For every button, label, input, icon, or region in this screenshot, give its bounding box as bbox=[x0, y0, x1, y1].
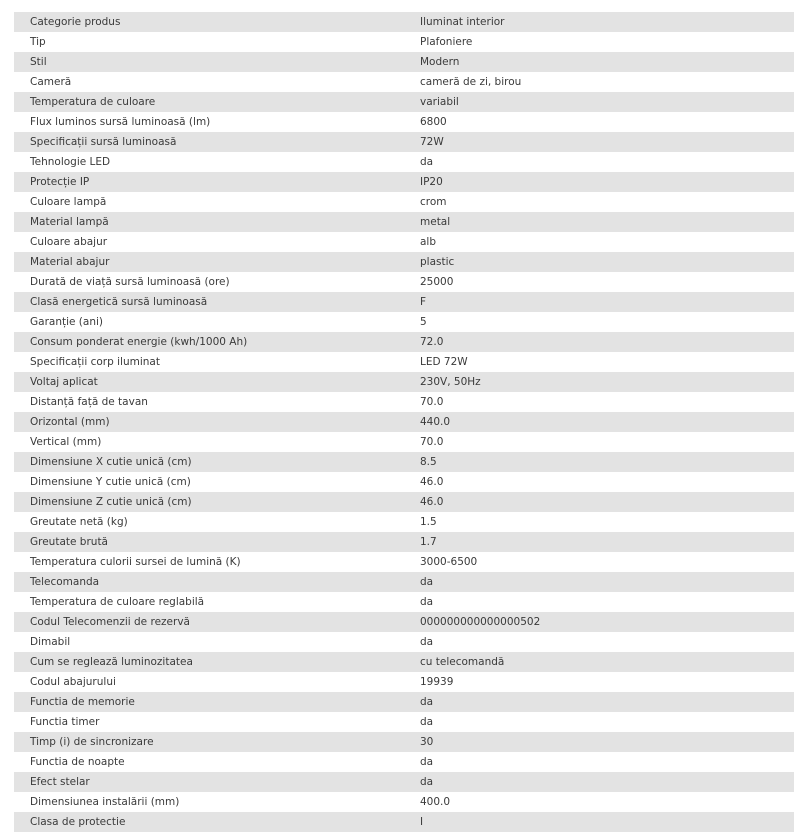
spec-row bbox=[14, 672, 794, 692]
spec-label: Dimensiune X cutie unică (cm) bbox=[14, 452, 404, 472]
spec-label: Vertical (mm) bbox=[14, 432, 404, 452]
spec-value: 000000000000000502 bbox=[404, 612, 794, 632]
spec-value: da bbox=[404, 712, 794, 732]
spec-row bbox=[14, 752, 794, 772]
spec-row bbox=[14, 32, 794, 52]
spec-row bbox=[14, 372, 794, 392]
spec-value: plastic bbox=[404, 252, 794, 272]
spec-value: da bbox=[404, 572, 794, 592]
spec-value: 70.0 bbox=[404, 432, 794, 452]
spec-label: Functia de memorie bbox=[14, 692, 404, 712]
spec-row bbox=[14, 312, 794, 332]
spec-label: Clasa de protectie bbox=[14, 812, 404, 832]
spec-row bbox=[14, 392, 794, 412]
spec-value: 72.0 bbox=[404, 332, 794, 352]
spec-value: I bbox=[404, 812, 794, 832]
spec-value: 72W bbox=[404, 132, 794, 152]
spec-row bbox=[14, 352, 794, 372]
spec-value: 46.0 bbox=[404, 472, 794, 492]
spec-label: Telecomanda bbox=[14, 572, 404, 592]
spec-value: da bbox=[404, 752, 794, 772]
spec-value: cameră de zi, birou bbox=[404, 72, 794, 92]
spec-label: Temperatura de culoare bbox=[14, 92, 404, 112]
spec-row bbox=[14, 232, 794, 252]
spec-row bbox=[14, 572, 794, 592]
spec-label: Efect stelar bbox=[14, 772, 404, 792]
spec-label: Greutate brută bbox=[14, 532, 404, 552]
spec-row bbox=[14, 632, 794, 652]
spec-value: alb bbox=[404, 232, 794, 252]
spec-row bbox=[14, 612, 794, 632]
spec-row bbox=[14, 192, 794, 212]
spec-row bbox=[14, 272, 794, 292]
spec-label: Distanță față de tavan bbox=[14, 392, 404, 412]
spec-row bbox=[14, 492, 794, 512]
spec-row bbox=[14, 432, 794, 452]
spec-value: 19939 bbox=[404, 672, 794, 692]
spec-label: Garanție (ani) bbox=[14, 312, 404, 332]
spec-value: cu telecomandă bbox=[404, 652, 794, 672]
spec-row bbox=[14, 112, 794, 132]
spec-value: da bbox=[404, 772, 794, 792]
spec-value: 8.5 bbox=[404, 452, 794, 472]
spec-value: crom bbox=[404, 192, 794, 212]
spec-value: 1.7 bbox=[404, 532, 794, 552]
spec-value: 25000 bbox=[404, 272, 794, 292]
spec-label: Dimensiune Z cutie unică (cm) bbox=[14, 492, 404, 512]
spec-row bbox=[14, 792, 794, 812]
spec-label: Cum se reglează luminozitatea bbox=[14, 652, 404, 672]
spec-label: Culoare lampă bbox=[14, 192, 404, 212]
spec-value: 1.5 bbox=[404, 512, 794, 532]
spec-label: Temperatura culorii sursei de lumină (K) bbox=[14, 552, 404, 572]
spec-label: Orizontal (mm) bbox=[14, 412, 404, 432]
spec-row bbox=[14, 652, 794, 672]
spec-value: da bbox=[404, 692, 794, 712]
spec-label: Voltaj aplicat bbox=[14, 372, 404, 392]
spec-label: Dimensiunea instalării (mm) bbox=[14, 792, 404, 812]
spec-value: 70.0 bbox=[404, 392, 794, 412]
spec-value: da bbox=[404, 632, 794, 652]
spec-row bbox=[14, 72, 794, 92]
spec-row bbox=[14, 772, 794, 792]
spec-value: metal bbox=[404, 212, 794, 232]
spec-row bbox=[14, 812, 794, 832]
spec-value: Modern bbox=[404, 52, 794, 72]
spec-value: 30 bbox=[404, 732, 794, 752]
spec-label: Culoare abajur bbox=[14, 232, 404, 252]
spec-label: Tehnologie LED bbox=[14, 152, 404, 172]
spec-value: 6800 bbox=[404, 112, 794, 132]
spec-table-body bbox=[14, 12, 794, 832]
spec-row bbox=[14, 52, 794, 72]
spec-value: LED 72W bbox=[404, 352, 794, 372]
spec-value: 440.0 bbox=[404, 412, 794, 432]
spec-row bbox=[14, 12, 794, 32]
spec-value: 5 bbox=[404, 312, 794, 332]
spec-label: Protecție IP bbox=[14, 172, 404, 192]
spec-row bbox=[14, 472, 794, 492]
spec-value: IP20 bbox=[404, 172, 794, 192]
spec-row bbox=[14, 512, 794, 532]
spec-row bbox=[14, 252, 794, 272]
spec-row bbox=[14, 292, 794, 312]
spec-label: Dimabil bbox=[14, 632, 404, 652]
spec-label: Dimensiune Y cutie unică (cm) bbox=[14, 472, 404, 492]
spec-value: Iluminat interior bbox=[404, 12, 794, 32]
spec-row bbox=[14, 552, 794, 572]
spec-value: F bbox=[404, 292, 794, 312]
spec-label: Temperatura de culoare reglabilă bbox=[14, 592, 404, 612]
spec-row bbox=[14, 152, 794, 172]
spec-label: Material lampă bbox=[14, 212, 404, 232]
spec-label: Timp (i) de sincronizare bbox=[14, 732, 404, 752]
spec-value: 230V, 50Hz bbox=[404, 372, 794, 392]
product-specs-table bbox=[14, 12, 794, 832]
spec-row bbox=[14, 332, 794, 352]
spec-row bbox=[14, 692, 794, 712]
spec-label: Flux luminos sursă luminoasă (lm) bbox=[14, 112, 404, 132]
spec-label: Functia de noapte bbox=[14, 752, 404, 772]
spec-label: Functia timer bbox=[14, 712, 404, 732]
spec-label: Codul Telecomenzii de rezervă bbox=[14, 612, 404, 632]
spec-label: Greutate netă (kg) bbox=[14, 512, 404, 532]
spec-value: 400.0 bbox=[404, 792, 794, 812]
spec-row bbox=[14, 732, 794, 752]
spec-label: Material abajur bbox=[14, 252, 404, 272]
spec-label: Tip bbox=[14, 32, 404, 52]
spec-label: Specificații sursă luminoasă bbox=[14, 132, 404, 152]
spec-value: da bbox=[404, 152, 794, 172]
spec-row bbox=[14, 592, 794, 612]
spec-label: Durată de viață sursă luminoasă (ore) bbox=[14, 272, 404, 292]
spec-label: Clasă energetică sursă luminoasă bbox=[14, 292, 404, 312]
spec-value: 46.0 bbox=[404, 492, 794, 512]
spec-value: variabil bbox=[404, 92, 794, 112]
spec-row bbox=[14, 172, 794, 192]
spec-row bbox=[14, 132, 794, 152]
spec-label: Stil bbox=[14, 52, 404, 72]
spec-row bbox=[14, 212, 794, 232]
spec-row bbox=[14, 92, 794, 112]
spec-row bbox=[14, 452, 794, 472]
spec-value: da bbox=[404, 592, 794, 612]
spec-row bbox=[14, 412, 794, 432]
spec-label: Codul abajurului bbox=[14, 672, 404, 692]
spec-value: 3000-6500 bbox=[404, 552, 794, 572]
spec-row bbox=[14, 532, 794, 552]
spec-label: Specificații corp iluminat bbox=[14, 352, 404, 372]
spec-label: Categorie produs bbox=[14, 12, 404, 32]
spec-label: Consum ponderat energie (kwh/1000 Ah) bbox=[14, 332, 404, 352]
spec-row bbox=[14, 712, 794, 732]
spec-value: Plafoniere bbox=[404, 32, 794, 52]
spec-label: Cameră bbox=[14, 72, 404, 92]
